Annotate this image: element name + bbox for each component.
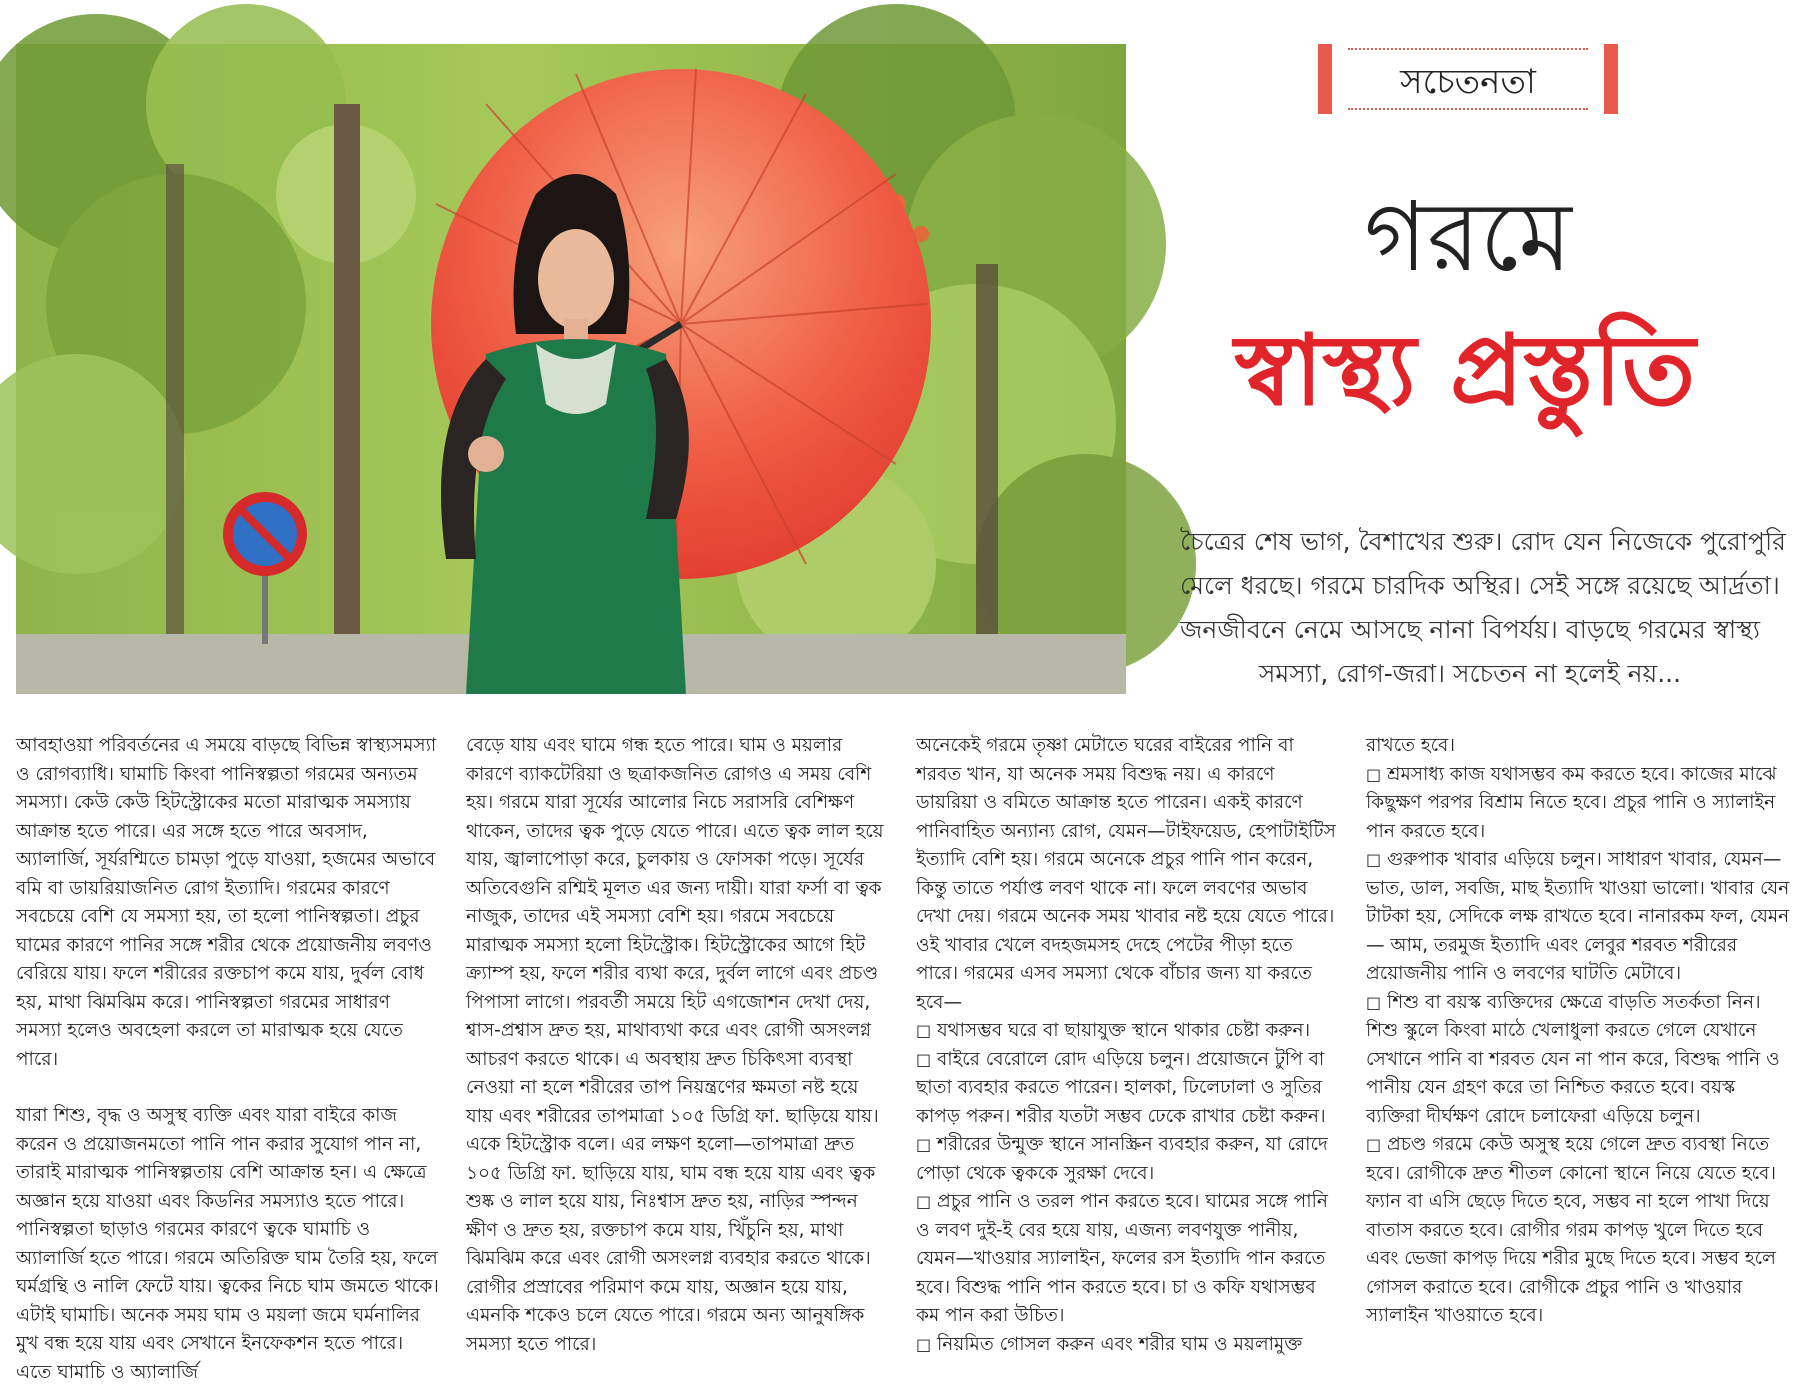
tip-item: □ নিয়মিত গোসল করুন এবং শরীর ঘাম ও ময়লামুক্ত xyxy=(916,1333,1303,1355)
bullet-icon: □ xyxy=(916,1049,932,1069)
bullet-icon: □ xyxy=(1366,1135,1382,1154)
paragraph: আবহাওয়া পরিবর্তনের এ সময়ে বাড়ছে বিভিন্ন স্বাস্থ্যসমস্যা ও রোগব্যাধি। ঘামাচি কিংবা পানিস্বল্পতা গরমের অন্যতম সমস্যা। কেউ কেউ হিটস্ট্রোকের মতো মারাত্মক সমস্যায় আক্রান্ত হতে পারে। এর সঙ্গে হতে পারে অবসাদ, অ্যালার্জি, সূর্যরশ্মিতে চামড়া পুড়ে যাওয়া, হজমের অভাবে বমি বা ডায়রিয়াজনিত রোগ ইত্যাদি। গরমের কারণে সবচেয়ে বেশি যে সমস্যা হয়, তা হলো পানিস্বল্পতা। প্রচুর ঘামের কারণে পানির সঙ্গে শরীর থেকে প্রয়োজনীয় লবণও বেরিয়ে যায়। ফলে শরীরের রক্তচাপ কমে যায়, দুর্বল বোধ হয়, মাথা ঝিমঝিম করে। পানিস্বল্পতা গরমের সাধারণ সমস্যা হলেও অবহেলা করলে তা মারাত্মক হয়ে যেতে পারে। xyxy=(16,735,437,1070)
tip-item: □ শরীরের উন্মুক্ত স্থানে সানস্ক্রিন ব্যবহার করুন, যা রোদে পোড়া থেকে ত্বককে সুরক্ষা দেবে। xyxy=(916,1134,1328,1184)
intro-line: চৈত্রের শেষ ভাগ, বৈশাখের শুরু। রোদ যেন নিজেকে পুরোপুরি xyxy=(1180,527,1786,556)
tip-item: □ গুরুপাক খাবার এড়িয়ে চলুন। সাধারণ খাবার, যেমন—ভাত, ডাল, সবজি, মাছ ইত্যাদি খাওয়া ভালো। খাবার যেন টাটকা হয়, সেদিকে লক্ষ রাখতে হবে। নানারকম ফল, যেমন— আম, তরমুজ ইত্যাদি এবং লেবুর শরবত শরীরের প্রয়োজনীয় পানি ও লবণের ঘাটতি মেটাবে। xyxy=(1366,849,1790,984)
bullet-icon: □ xyxy=(916,1192,932,1211)
tip-item: □ শিশু বা বয়স্ক ব্যক্তিদের ক্ষেত্রে বাড়তি সতর্কতা নিন। শিশু স্কুলে কিংবা মাঠে খেলাধুলা করতে গেলে যেখানে সেখানে পানি বা শরবত যেন না পান করে, বিশুদ্ধ পানি ও পানীয় যেন গ্রহণ করে তা নিশ্চিত করতে হবে। বয়স্ক ব্যক্তিরা দীর্ঘক্ষণ রোদে চলাফেরা এড়িয়ে চলুন। xyxy=(1366,991,1780,1127)
intro-line: জনজীবনে নেমে আসছে নানা বিপর্যয়। বাড়ছে গরমের স্বাস্থ্য xyxy=(1180,615,1760,644)
paragraph: রাখতে হবে। xyxy=(1366,735,1455,756)
column-3 xyxy=(916,732,1340,1355)
bullet-icon: □ xyxy=(916,1135,932,1154)
tip-item: □ বাইরে বেরোলে রোদ এড়িয়ে চলুন। প্রয়োজনে টুপি বা ছাতা ব্যবহার করতে পারেন। হালকা, ঢিলেঢালা ও সুতির কাপড় পরুন। শরীর যতটা সম্ভব ঢেকে রাখার চেষ্টা করুন। xyxy=(916,1048,1326,1127)
bullet-icon: □ xyxy=(1366,992,1382,1012)
section-tag-label: সচেতনতা xyxy=(1400,62,1536,102)
intro-line: সমস্যা, রোগ-জরা। সচেতন না হলেই নয়... xyxy=(1258,659,1682,688)
headline-line1: গরমে xyxy=(1364,181,1572,293)
tip-item: □ শ্রমসাধ্য কাজ যথাসম্ভব কম করতে হবে। কাজের মাঝে কিছুক্ষণ পরপর বিশ্রাম নিতে হবে। প্রচুর পানি ও স্যালাইন পান করতে হবে। xyxy=(1366,763,1777,842)
intro-line: মেলে ধরছে। গরমে চারদিক অস্থির। সেই সঙ্গে রয়েছে আর্দ্রতা। xyxy=(1180,571,1780,600)
column-4 xyxy=(1366,732,1790,1337)
tip-item: □ প্রচুর পানি ও তরল পান করতে হবে। ঘামের সঙ্গে পানি ও লবণ দুই-ই বের হয়ে যায়, এজন্য লবণযুক্ত পানীয়, যেমন—খাওয়ার স্যালাইন, ফলের রস ইত্যাদি পান করতে হবে। বিশুদ্ধ পানি পান করতে হবে। চা ও কফি যথাসম্ভব কম পান করা উচিত। xyxy=(916,1191,1328,1326)
bullet-icon: □ xyxy=(916,1334,932,1354)
bullet-icon: □ xyxy=(916,1021,932,1040)
tip-item: □ প্রচণ্ড গরমে কেউ অসুস্থ হয়ে গেলে দ্রুত ব্যবস্থা নিতে হবে। রোগীকে দ্রুত শীতল কোনো স্থানে নিয়ে যেতে হবে। ফ্যান বা এসি ছেড়ে দিতে হবে, সম্ভব না হলে পাখা দিয়ে বাতাস করতে হবে। রোগীর গরম কাপড় খুলে দিতে হবে এবং ভেজা কাপড় দিয়ে শরীর মুছে দিতে হবে। সম্ভব হলে গোসল করাতে হবে। রোগীকে প্রচুর পানি ও খাওয়ার স্যালাইন খাওয়াতে হবে। xyxy=(1366,1134,1776,1326)
bullet-icon: □ xyxy=(1366,850,1382,869)
intro-text xyxy=(1180,520,1786,696)
paragraph: যারা শিশু, বৃদ্ধ ও অসুস্থ ব্যক্তি এবং যারা বাইরে কাজ করেন ও প্রয়োজনমতো পানি পান করার সুযোগ পান না, তারাই মারাত্মক পানিস্বল্পতায় বেশি আক্রান্ত হন। এ ক্ষেত্রে অজ্ঞান হয়ে যাওয়া এবং কিডনির সমস্যাও হতে পারে। পানিস্বল্পতা ছাড়াও গরমের কারণে ত্বকে ঘামাচি ও অ্যালার্জি হতে পারে। গরমে অতিরিক্ত ঘাম তৈরি হয়, ফলে ঘর্মগ্রন্থি ও নালি ফেটে যায়। ত্বকের নিচে ঘাম জমতে থাকে। এটাই ঘামাচি। অনেক সময় ঘাম ও ময়লা জমে ঘর্মনালির মুখ বন্ধ হয়ে যায় এবং সেখানে ইনফেকশন হতে পারে। এতে ঘামাচি ও অ্যালার্জি xyxy=(16,1105,439,1383)
hero-photo-illustration xyxy=(16,44,1126,694)
paragraph: অনেকেই গরমে তৃষ্ণা মেটাতে ঘরের বাইরের পানি বা শরবত খান, যা অনেক সময় বিশুদ্ধ নয়। এ কারণে ডায়রিয়া ও বমিতে আক্রান্ত হতে পারেন। একই কারণে পানিবাহিত অন্যান্য রোগ, যেমন—টাইফয়েড, হেপাটাইটিস ইত্যাদি বেশি হয়। গরমে অনেকে প্রচুর পানি পান করেন, কিন্তু তাতে পর্যাপ্ত লবণ থাকে না। ফলে লবণের অভাব দেখা দেয়। গরমে অনেক সময় খাবার নষ্ট হয়ে যেতে পারে। ওই খাবার খেলে বদহজমসহ দেহে পেটের পীড়া হতে পারে। গরমের এসব সমস্যা থেকে বাঁচার জন্য যা করতে হবে— xyxy=(916,735,1336,1013)
tag-dots-top xyxy=(1348,48,1588,50)
paragraph: বেড়ে যায় এবং ঘামে গন্ধ হতে পারে। ঘাম ও ময়লার কারণে ব্যাকটেরিয়া ও ছত্রাকজনিত রোগও এ সময় বেশি হয়। গরমে যারা সূর্যের আলোর নিচে সরাসরি বেশিক্ষণ থাকেন, তাদের ত্বক পুড়ে যেতে পারে। এতে ত্বক লাল হয়ে যায়, জ্বালাপোড়া করে, চুলকায় ও ফোসকা পড়ে। সূর্যের অতিবেগুনি রশ্মিই মূলত এর জন্য দায়ী। যারা ফর্সা বা ত্বক নাজুক, তাদের এই সমস্যা বেশি হয়। গরমে সবচেয়ে মারাত্মক সমস্যা হলো হিটস্ট্রোক। হিটস্ট্রোকের আগে হিট ক্র্যাম্প হয়, ফলে শরীর ব্যথা করে, দুর্বল লাগে এবং প্রচণ্ড পিপাসা লাগে। পরবর্তী সময়ে হিট এগজোশন দেখা দেয়, শ্বাস-প্রশ্বাস দ্রুত হয়, মাথাব্যথা করে এবং রোগী অসংলগ্ন আচরণ করতে থাকে। এ অবস্থায় দ্রুত চিকিৎসা ব্যবস্থা নেওয়া না হলে শরীরের তাপ নিয়ন্ত্রণের ক্ষমতা নষ্ট হয়ে যায় এবং শরীরের তাপমাত্রা ১০৫ ডিগ্রি ফা. ছাড়িয়ে যায়। একে হিটস্ট্রোক বলে। এর লক্ষণ হলো—তাপমাত্রা দ্রুত ১০৫ ডিগ্রি ফা. ছাড়িয়ে যায়, ঘাম বন্ধ হয়ে যায় এবং ত্বক শুষ্ক ও লাল হয়ে যায়, নিঃশ্বাস দ্রুত হয়, নাড়ির স্পন্দন ক্ষীণ ও দ্রুত হয়, রক্তচাপ কমে যায়, খিঁচুনি হয়, মাথা ঝিমঝিম করে এবং রোগী অসংলগ্ন ব্যবহার করতে থাকে। রোগীর প্রস্রাবের পরিমাণ কমে যায়, অজ্ঞান হয়ে যায়, এমনকি শকেও চলে যেতে পারে। গরমে অন্য আনুষঙ্গিক সমস্যা হতে পারে। xyxy=(466,735,884,1355)
tip-item: □ যথাসম্ভব ঘরে বা ছায়াযুক্ত স্থানে থাকার চেষ্টা করুন। xyxy=(916,1020,1311,1041)
hero-photo xyxy=(16,44,1126,694)
bullet-icon: □ xyxy=(1366,764,1382,784)
headline-line2: স্বাস্থ্য প্রস্তুতি xyxy=(1234,314,1696,428)
section-tag xyxy=(1318,44,1618,114)
article-body xyxy=(16,732,1790,1383)
column-1 xyxy=(16,732,440,1383)
column-2 xyxy=(466,732,890,1355)
